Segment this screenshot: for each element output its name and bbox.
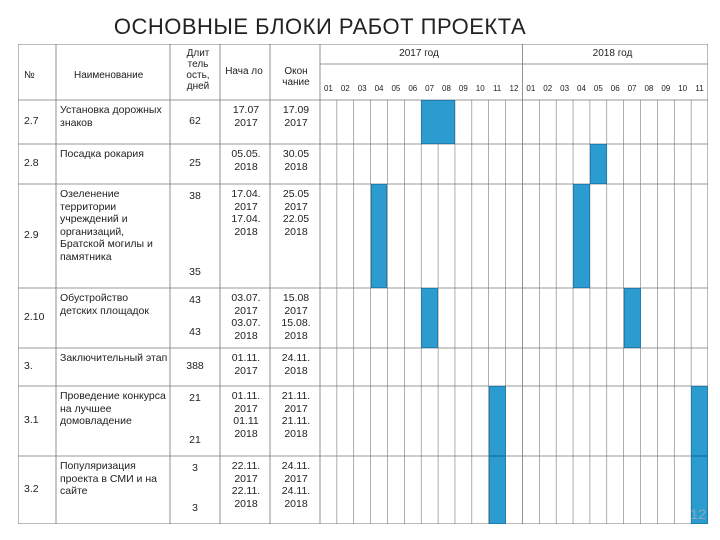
month-label: 08 (644, 84, 654, 93)
row-start: 03.07. 2017 03.07. 2018 (231, 292, 261, 342)
row-duration-2: 21 (189, 434, 201, 446)
row-end: 21.11. 2017 21.11. 2018 (281, 390, 311, 440)
month-label: 11 (492, 84, 502, 93)
header-start: Нача ло (225, 66, 263, 77)
row-name: Популяризация проекта в СМИ и на сайте (60, 460, 157, 497)
row-name: Обустройство детских площадок (60, 292, 149, 317)
month-label: 10 (678, 84, 688, 93)
page-number: 12 (690, 506, 706, 522)
gantt-bar (590, 144, 607, 184)
row-duration: 21 (189, 392, 201, 404)
row-name: Проведение конкурса на лучшее домовладение (60, 390, 166, 427)
month-label: 01 (526, 84, 536, 93)
header-num: № (24, 70, 35, 81)
gantt-bar (624, 288, 641, 348)
row-num: 2.7 (24, 115, 39, 127)
month-label: 06 (408, 84, 418, 93)
month-label: 09 (661, 84, 671, 93)
row-start: 01.11. 2017 01.11 2018 (231, 390, 261, 440)
month-label: 01 (323, 84, 333, 93)
row-end: 25.05 2017 22.05 2018 (282, 188, 310, 238)
row-num: 3.1 (24, 414, 39, 426)
row-duration-2: 3 (192, 502, 198, 514)
gantt-bar (421, 100, 455, 144)
slide-title: ОСНОВНЫЕ БЛОКИ РАБОТ ПРОЕКТА (113, 14, 527, 39)
gantt-bar (489, 456, 506, 524)
header-end: Окон чание (282, 66, 310, 88)
gantt-bar (489, 386, 506, 456)
row-name: Посадка рокария (60, 148, 144, 160)
row-duration: 388 (186, 360, 204, 372)
row-name: Установка дорожных знаков (60, 104, 162, 129)
header-year-2017: 2017 год (399, 48, 439, 59)
row-num: 3. (24, 360, 33, 372)
gantt-bar (371, 184, 388, 288)
month-label: 02 (340, 84, 350, 93)
row-num: 2.10 (24, 311, 45, 323)
month-label: 10 (475, 84, 485, 93)
row-name: Озеленение территории учреждений и организаций, Братской могилы и памятника (60, 188, 153, 263)
row-start: 01.11. 2017 (231, 352, 261, 377)
row-duration: 25 (189, 157, 201, 169)
row-num: 2.9 (24, 229, 39, 241)
row-end: 30.05 2018 (282, 148, 310, 173)
month-label: 07 (627, 84, 637, 93)
month-label: 05 (593, 84, 603, 93)
row-end: 24.11. 2017 24.11. 2018 (281, 460, 311, 510)
header-name: Наименование (74, 70, 144, 81)
month-label: 06 (610, 84, 620, 93)
gantt-table (18, 44, 708, 524)
month-label: 09 (458, 84, 468, 93)
gantt-bar (691, 386, 708, 456)
month-label: 07 (425, 84, 435, 93)
row-num: 3.2 (24, 483, 39, 495)
month-label: 03 (357, 84, 367, 93)
month-label: 04 (577, 84, 586, 93)
month-label: 03 (560, 84, 570, 93)
gantt-bar (573, 184, 590, 288)
month-label: 11 (695, 84, 704, 93)
row-duration: 38 (189, 190, 201, 202)
row-start: 17.04. 2017 17.04. 2018 (231, 188, 261, 238)
month-label: 08 (442, 84, 451, 93)
month-label: 04 (374, 84, 384, 93)
header-year-2018: 2018 год (592, 48, 633, 59)
row-name: Заключительный этап (60, 352, 168, 364)
row-end: 24.11. 2018 (281, 352, 311, 377)
row-duration: 62 (189, 115, 201, 127)
row-duration-2: 35 (189, 266, 201, 278)
row-end: 15.08 2017 15.08. 2018 (281, 292, 311, 342)
row-start: 17.07 2017 (232, 104, 260, 129)
row-duration: 3 (192, 462, 198, 474)
month-label: 12 (509, 84, 519, 93)
row-duration-2: 43 (189, 326, 201, 338)
row-duration: 43 (189, 294, 201, 306)
gantt-bar (421, 288, 438, 348)
header-duration: Длит тель ость, дней (186, 48, 210, 92)
row-start: 22.11. 2017 22.11. 2018 (231, 460, 261, 510)
row-num: 2.8 (24, 157, 39, 169)
row-start: 05.05. 2018 (231, 148, 261, 173)
month-label: 05 (391, 84, 401, 93)
row-end: 17.09 2017 (282, 104, 310, 129)
month-label: 02 (543, 84, 553, 93)
